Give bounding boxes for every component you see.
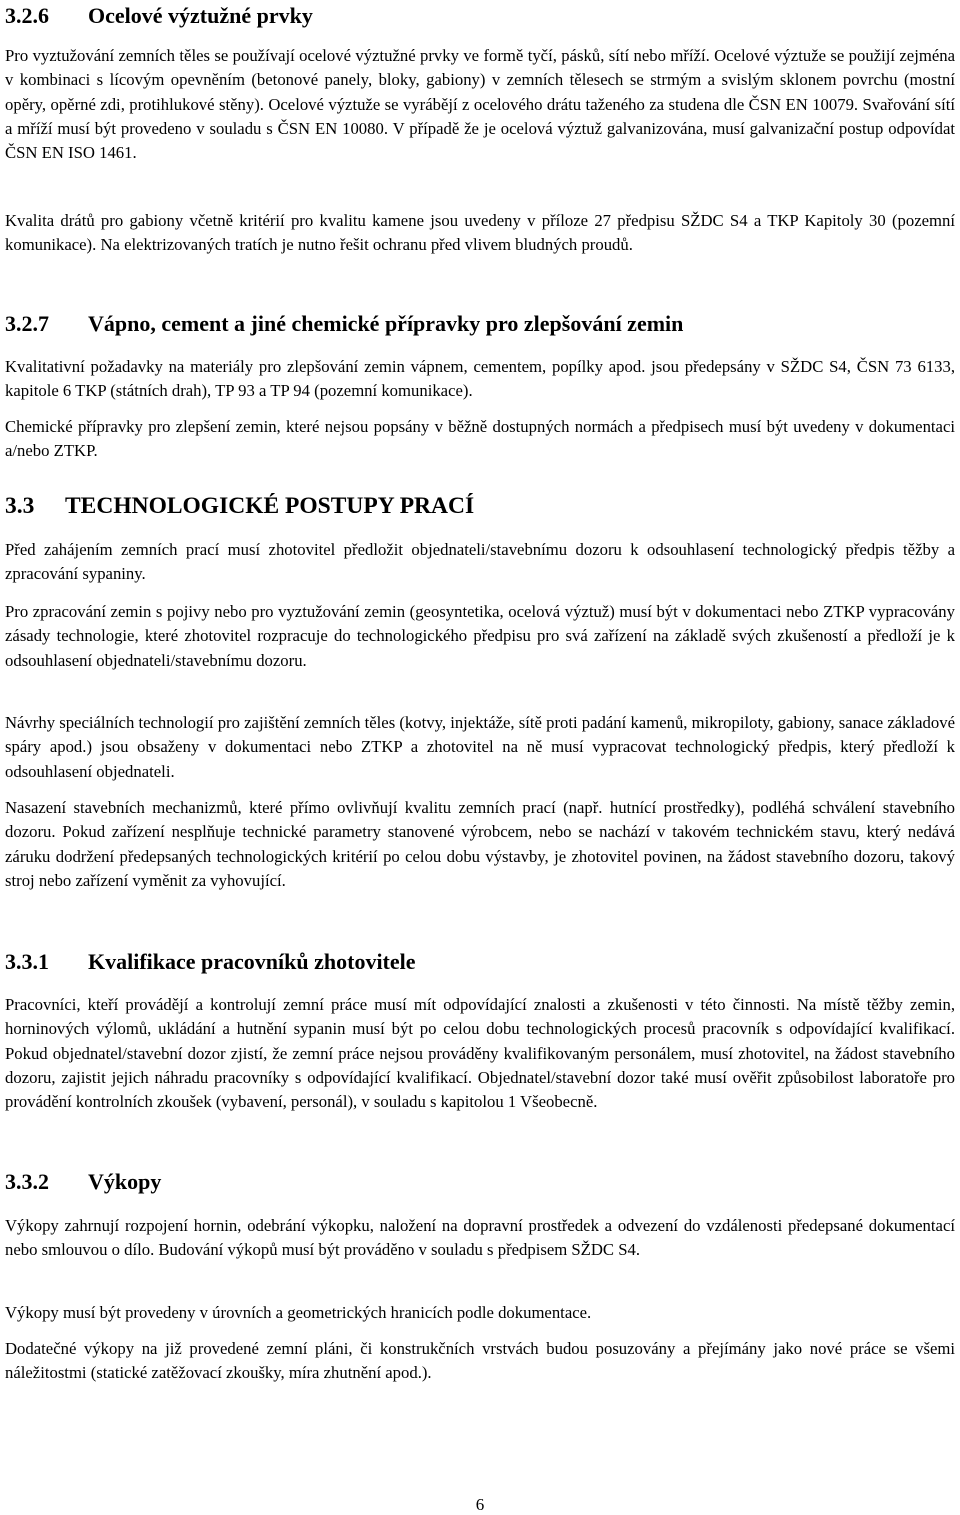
heading-title: Kvalifikace pracovníků zhotovitele xyxy=(88,949,416,974)
paragraph: Výkopy musí být provedeny v úrovních a geometrických hranicích podle dokumentace. xyxy=(5,1303,592,1322)
heading-title: TECHNOLOGICKÉ POSTUPY PRACÍ xyxy=(65,493,475,519)
paragraph: Nasazení stavebních mechanizmů, které přímo ovlivňují kvalitu zemních prací (např. hutnící prostředky), podléhá schválení stavebního dozoru. Pokud zařízení nesplňuje technické parametry stanovené výrobcem, nebo se nachází v takovém technickém stavu, který nedává záruku dodržení předepsaných technologických kritérií po celou dobu výstavby, je zhotovitel povinen, na žádost stavebního dozoru, takový stroj nebo zařízení vyměnit za vyhovující. xyxy=(5,798,955,890)
paragraph: Pro vyztužování zemních těles se používají ocelové výztužné prvky ve formě tyčí, pásků, sítí nebo mříží. Ocelové výztuže se použijí zejména v kombinaci s lícovým opevněním (betonové panely, bloky, gabiony) v zemních tělesech se strmým a svislým sklonem povrchu (mostní opěry, opěrné zdi, protihlukové stěny). Ocelové výztuže se vyrábějí z ocelového drátu taženého za studena dle ČSN EN 10079. Svařování sítí a mříží musí být provedeno v souladu s ČSN EN 10080. V případě že je ocelová výztuž galvanizována, musí galvanizační postup odpovídat ČSN EN ISO 1461. xyxy=(5,46,955,163)
heading-3-3-2 xyxy=(5,1168,955,1196)
paragraph: Dodatečné výkopy na již provedené zemní pláni, či konstrukčních vrstvách budou posuzovány a přejímány jako nové práce se všemi náležitostmi (statické zatěžovací zkoušky, míra zhutnění apod.). xyxy=(5,1339,955,1383)
heading-number: 3.3.2 xyxy=(5,1169,49,1194)
heading-number: 3.2.7 xyxy=(5,311,49,336)
heading-3-3-1 xyxy=(5,948,955,976)
heading-number: 3.2.6 xyxy=(5,3,49,28)
heading-3-2-7 xyxy=(5,310,955,338)
paragraph: Návrhy speciálních technologií pro zajištění zemních těles (kotvy, injektáže, sítě proti padání kamenů, mikropiloty, gabiony, sanace základové spáry apod.) jsou obsaženy v dokumentaci nebo ZTKP a zhotovitel na ně musí vypracovat technologický předpis, který předloží k odsouhlasení objednateli. xyxy=(5,713,955,781)
heading-3-3 xyxy=(5,492,955,520)
paragraph: Chemické přípravky pro zlepšení zemin, které nejsou popsány v běžně dostupných normách a předpisech musí být uvedeny v dokumentaci a/nebo ZTKP. xyxy=(5,417,955,461)
heading-title: Výkopy xyxy=(88,1169,162,1194)
heading-number: 3.3 xyxy=(5,493,35,519)
paragraph: Pro zpracování zemin s pojivy nebo pro vyztužování zemin (geosyntetika, ocelová výztuž) musí být v dokumentaci nebo ZTKP vypracovány zásady technologie, které zhotovitel rozpracuje do technologického předpisu pro svá zařízení na základě svých zkušeností a předloží je k odsouhlasení objednateli/stavebnímu dozoru. xyxy=(5,602,955,670)
paragraph: Výkopy zahrnují rozpojení hornin, odebrání výkopku, naložení na dopravní prostředek a odvezení do vzdálenosti předepsané dokumentací nebo smlouvou o dílo. Budování výkopů musí být prováděno v souladu s předpisem SŽDC S4. xyxy=(5,1216,955,1260)
paragraph: Před zahájením zemních prací musí zhotovitel předložit objednateli/stavebnímu dozoru k odsouhlasení technologický předpis těžby a zpracování sypaniny. xyxy=(5,540,955,584)
page-number: 6 xyxy=(475,1495,485,1514)
heading-number: 3.3.1 xyxy=(5,949,49,974)
paragraph: Kvalita drátů pro gabiony včetně kritérií pro kvalitu kamene jsou uvedeny v příloze 27 předpisu SŽDC S4 a TKP Kapitoly 30 (pozemní komunikace). Na elektrizovaných tratích je nutno řešit ochranu před vlivem bludných proudů. xyxy=(5,211,955,255)
heading-title: Ocelové výztužné prvky xyxy=(88,3,313,28)
heading-title: Vápno, cement a jiné chemické přípravky pro zlepšování zemin xyxy=(88,311,684,336)
paragraph: Pracovníci, kteří provádějí a kontrolují zemní práce musí mít odpovídající znalosti a zkušenosti v této činnosti. Na místě těžby zemin, horninových výlomů, ukládání a hutnění sypanin musí být po celou dobu technologických procesů pracovník s odpovídající kvalifikací. Pokud objednatel/stavební dozor zjistí, že zemní práce nejsou prováděny kvalifikovaným personálem, musí zhotovitel, na žádost stavebního dozoru, zajistit jejich náhradu pracovníky s odpovídající kvalifikací. Objednatel/stavební dozor také musí ověřit způsobilost laboratoře pro provádění kontrolních zkoušek (vybavení, personál), v souladu s kapitolou 1 Všeobecně. xyxy=(5,995,955,1112)
heading-3-2-6 xyxy=(5,2,955,30)
paragraph: Kvalitativní požadavky na materiály pro zlepšování zemin vápnem, cementem, popílky apod. jsou předepsány v SŽDC S4, ČSN 73 6133, kapitole 6 TKP (státních drah), TP 93 a TP 94 (pozemní komunikace). xyxy=(5,357,955,401)
